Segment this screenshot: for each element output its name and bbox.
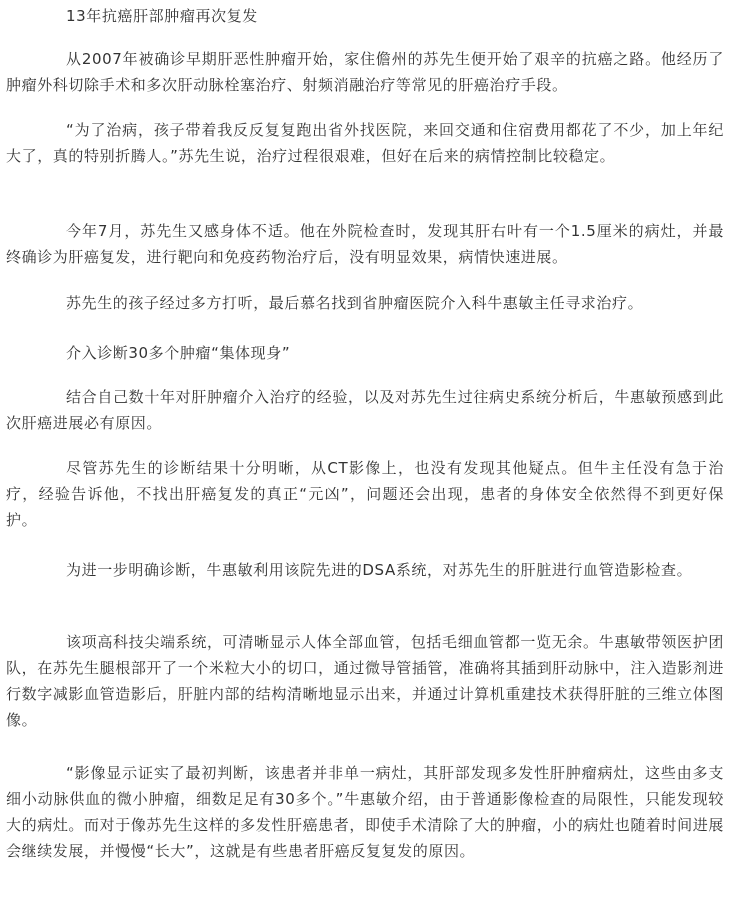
article-title: 13年抗癌肝部肿瘤再次复发 — [66, 7, 258, 25]
paragraph: 结合自己数十年对肝肿瘤介入治疗的经验，以及对苏先生过往病史系统分析后，牛惠敏预感到此次肝癌进展必有原因。 — [6, 388, 724, 432]
paragraph: 为进一步明确诊断，牛惠敏利用该院先进的DSA系统，对苏先生的肝脏进行血管造影检查。 — [66, 561, 693, 579]
paragraph: 今年7月，苏先生又感身体不适。他在外院检查时，发现其肝右叶有一个1.5厘米的病灶，并最终确诊为肝癌复发，进行靶向和免疫药物治疗后，没有明显效果，病情快速进展。 — [6, 222, 724, 266]
paragraph: “影像显示证实了最初判断，该患者并非单一病灶，其肝部发现多发性肝肿瘤病灶，这些由多支细小动脉供血的微小肿瘤，细数足足有30多个。”牛惠敏介绍，由于普通影像检查的局限性，只能发现较大的病灶。而对于像苏先生这样的多发性肝癌患者，即使手术清除了大的肿瘤，小的病灶也随着时间进展会继续发展，并慢慢“长大”，这就是有些患者肝癌反复复发的原因。 — [6, 764, 724, 860]
paragraph: 尽管苏先生的诊断结果十分明晰，从CT影像上，也没有发现其他疑点。但牛主任没有急于治疗，经验告诉他，不找出肝癌复发的真正“元凶”，问题还会出现，患者的身体安全依然得不到更好保护。 — [6, 459, 724, 529]
paragraph: 从2007年被确诊早期肝恶性肿瘤开始，家住儋州的苏先生便开始了艰辛的抗癌之路。他经历了肿瘤外科切除手术和多次肝动脉栓塞治疗、射频消融治疗等常见的肝癌治疗手段。 — [6, 50, 724, 94]
paragraph: 苏先生的孩子经过多方打听，最后慕名找到省肿瘤医院介入科牛惠敏主任寻求治疗。 — [66, 294, 644, 312]
paragraph: 该项高科技尖端系统，可清晰显示人体全部血管，包括毛细血管都一览无余。牛惠敏带领医护团队，在苏先生腿根部开了一个米粒大小的切口，通过微导管插管，准确将其插到肝动脉中，注入造影剂进行数字减影血管造影后，肝脏内部的结构清晰地显示出来，并通过计算机重建技术获得肝脏的三维立体图像。 — [6, 633, 724, 729]
section-subheading: 介入诊断30多个肿瘤“集体现身” — [66, 344, 291, 362]
paragraph: “为了治病，孩子带着我反反复复跑出省外找医院，来回交通和住宿费用都花了不少，加上年纪大了，真的特别折腾人。”苏先生说，治疗过程很艰难，但好在后来的病情控制比较稳定。 — [6, 121, 724, 165]
